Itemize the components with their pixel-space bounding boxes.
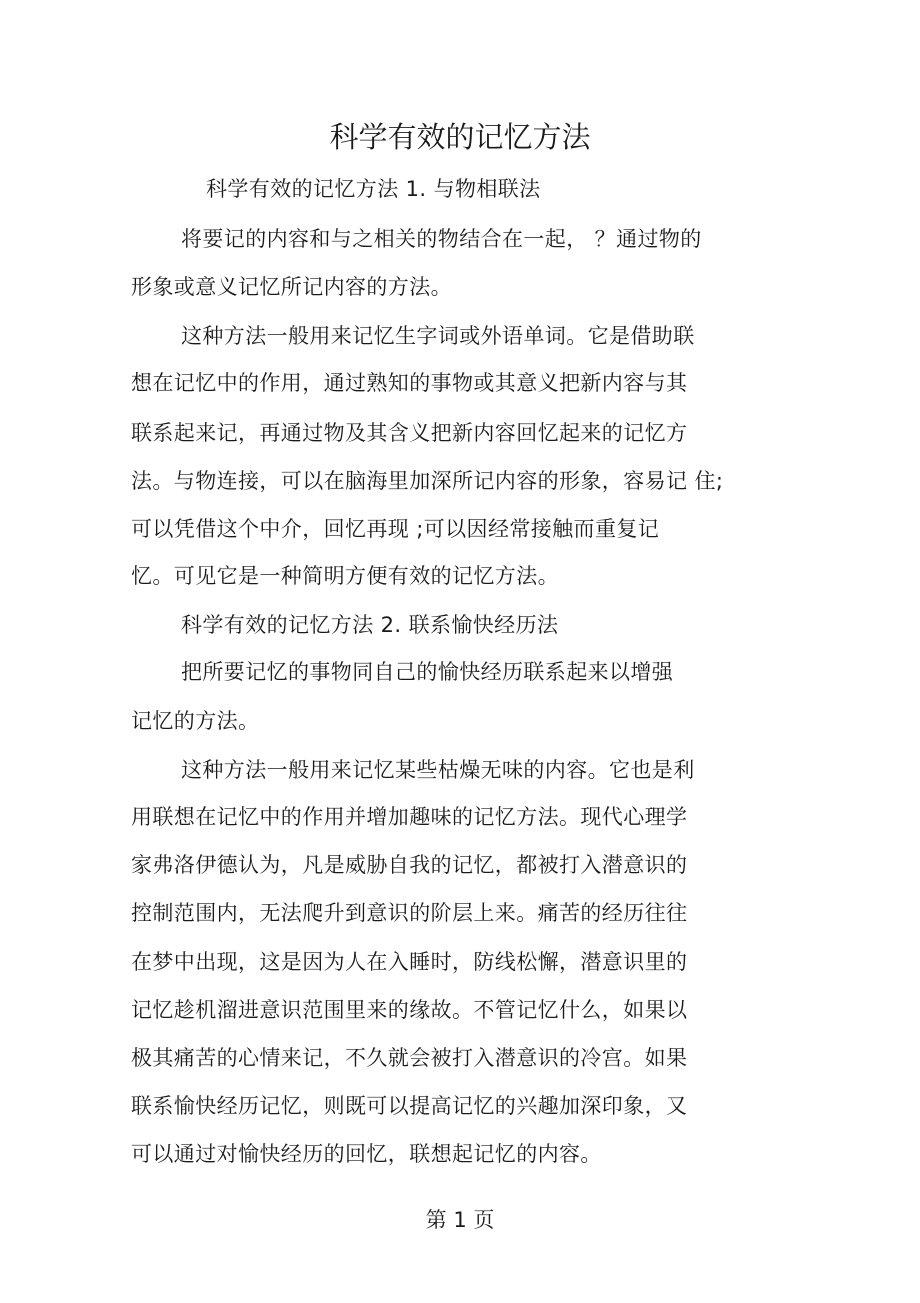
paragraph-line: 将要记的内容和与之相关的物结合在一起， ？通过物的 xyxy=(181,227,702,251)
paragraph-line: 用联想在记忆中的作用并增加趣味的记忆方法。现代心理学 xyxy=(131,805,688,829)
section-heading-2: 科学有效的记忆方法 2. 联系愉快经历法 xyxy=(181,613,559,637)
paragraph-line: 家弗洛伊德认为，凡是威胁自我的记忆，都被打入潜意识的 xyxy=(131,853,688,877)
paragraph-line: 记忆趁机溜进意识范围里来的缘故。不管记忆什么，如果以 xyxy=(131,998,688,1022)
paragraph-line: 忆。可见它是一种简明方便有效的记忆方法。 xyxy=(131,564,559,588)
document-title: 科学有效的记忆方法 xyxy=(329,120,591,154)
paragraph-line: 想在记忆中的作用，通过熟知的事物或其意义把新内容与其 xyxy=(131,371,688,395)
paragraph-line: 这种方法一般用来记忆某些枯燥无味的内容。它也是利 xyxy=(181,758,695,782)
paragraph-line: 记忆的方法。 xyxy=(131,709,260,733)
paragraph-line: 形象或意义记忆所记内容的方法。 xyxy=(131,275,452,299)
paragraph-line: 可以凭借这个中介，回忆再现 ;可以因经常接触而重复记 xyxy=(131,517,660,541)
paragraph-line: 联系愉快经历记忆，则既可以提高记忆的兴趣加深印象，又 xyxy=(131,1094,688,1118)
paragraph-line: 法。与物连接，可以在脑海里加深所记内容的形象，容易记 住; xyxy=(131,469,724,493)
section-heading-1: 科学有效的记忆方法 1. 与物相联法 xyxy=(206,177,541,201)
paragraph-line: 这种方法一般用来记忆生字词或外语单词。它是借助联 xyxy=(181,324,695,348)
paragraph-line: 在梦中出现，这是因为人在入睡时，防线松懈，潜意识里的 xyxy=(131,950,688,974)
paragraph-line: 把所要记忆的事物同自己的愉快经历联系起来以增强 xyxy=(181,660,674,684)
paragraph-line: 控制范围内，无法爬升到意识的阶层上来。痛苦的经历往往 xyxy=(131,901,688,925)
paragraph-line: 极其痛苦的心情来记，不久就会被打入潜意识的冷宫。如果 xyxy=(131,1046,688,1070)
paragraph-line: 联系起来记，再通过物及其含义把新内容回忆起来的记忆方 xyxy=(131,421,688,445)
page-number: 第 1 页 xyxy=(425,1208,495,1232)
paragraph-line: 可以通过对愉快经历的回忆，联想起记忆的内容。 xyxy=(131,1142,602,1166)
